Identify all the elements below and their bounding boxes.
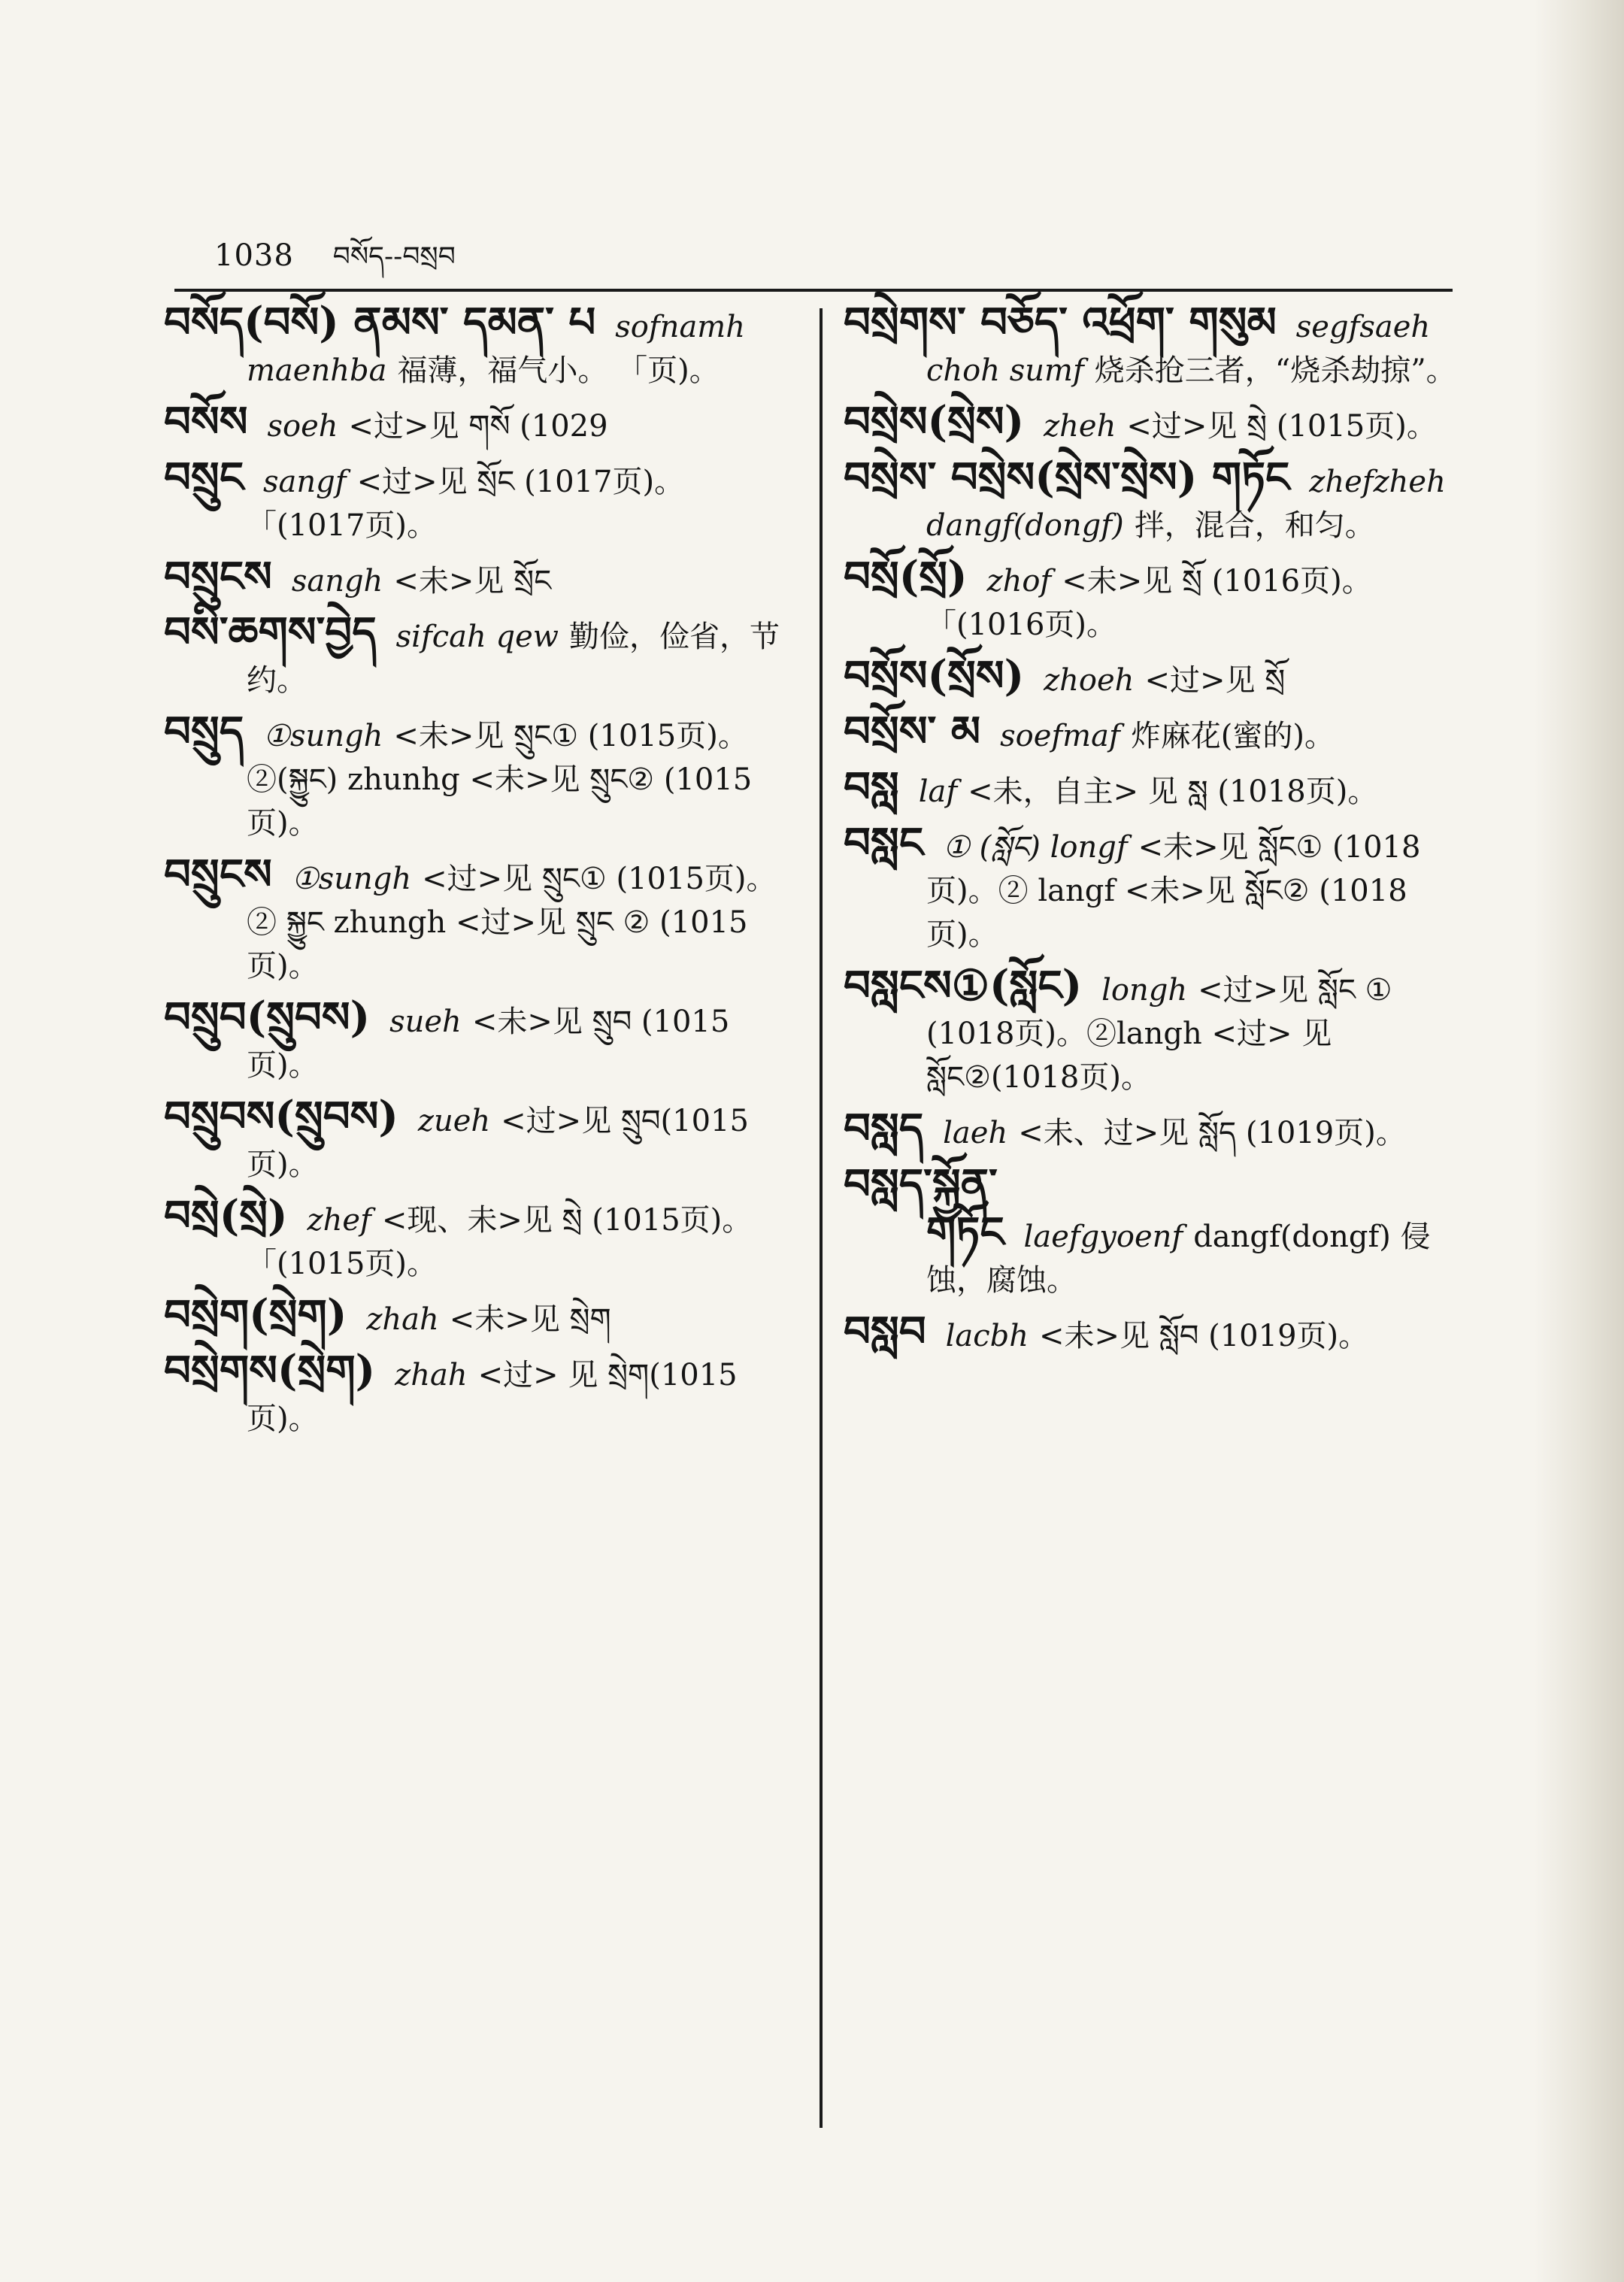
dictionary-entry	[844, 552, 1460, 647]
transliteration: zhof	[986, 564, 1052, 599]
transliteration: zheh	[1044, 409, 1116, 444]
dictionary-entry	[844, 298, 1460, 392]
definition: dangf(dongf) 侵蚀，腐蚀。	[926, 1220, 1431, 1298]
headword: བསྲེག(སྲེག)	[164, 1290, 347, 1340]
transliteration: zhoeh	[1044, 663, 1135, 698]
transliteration: laf	[918, 774, 958, 809]
definition: <过>见 གསོ (1029	[348, 409, 608, 444]
dictionary-entry	[844, 1307, 1460, 1358]
headword: བསྲུབས(སྲུབས)	[164, 1092, 398, 1141]
headword: བསྲོས(སྲོས)	[844, 651, 1025, 701]
headword: བསྲུབ(སྲུབས)	[164, 993, 371, 1042]
headword: བསླང	[844, 818, 924, 868]
right-column	[844, 298, 1460, 1365]
definition: 烧杀抢三者，“烧杀劫掠”。	[1094, 353, 1456, 388]
transliteration: sangf	[263, 465, 347, 499]
headword: བསྲུང	[164, 453, 244, 502]
definition: <未>见 སྲེག	[449, 1302, 611, 1337]
transliteration: zhefzheh dangf(dongf)	[926, 465, 1446, 543]
transliteration: lacbh	[945, 1319, 1029, 1353]
headword: བསྲེགས་ བཅོད་ འཕྲོག་ གསུམ	[844, 298, 1277, 347]
headword: བསླ	[844, 762, 899, 812]
dictionary-entry	[164, 397, 795, 448]
transliteration: sangh	[291, 564, 383, 599]
dictionary-entry	[844, 818, 1460, 956]
dictionary-entry	[164, 993, 795, 1087]
transliteration: zhah	[395, 1358, 468, 1393]
dictionary-entry	[164, 608, 795, 702]
definition: <未>见 སྲོང	[393, 564, 552, 599]
headword: བསྲུངས	[164, 850, 272, 899]
definition: <未>见 སྲུབ (1015页)。	[247, 1005, 730, 1083]
transliteration: zueh	[417, 1104, 491, 1138]
definition: <过>见 སྲུང① (1015页)。② སྐྱུང zhungh <过>见 སྲུང ② (1015页)。	[247, 862, 777, 983]
transliteration: segfsaeh choh sumf	[926, 310, 1431, 388]
definition: <现、未>见 སྲེ (1015页)。 「(1015页)。	[247, 1203, 753, 1281]
dictionary-entry	[164, 298, 795, 392]
dictionary-entry	[844, 961, 1460, 1099]
dictionary-entry	[164, 1092, 795, 1186]
headword: བསྲེས་ བསྲེས(སྲེས་སྲེས) གཏོང	[844, 453, 1290, 502]
running-head: བསོད--བསྲབ	[332, 241, 456, 272]
dictionary-entry	[164, 552, 795, 603]
transliteration: ① (སློང) longf	[943, 830, 1128, 865]
dictionary-entry	[164, 1290, 795, 1341]
headword: བསི་ཆགས་བྱེད	[164, 608, 377, 657]
page-edge-shadow	[1534, 0, 1624, 2282]
transliteration: sifcah qew	[395, 620, 559, 654]
transliteration: sofnamh maenhba	[247, 310, 745, 388]
headword: བསྲེས(སྲེས)	[844, 397, 1025, 447]
dictionary-entry	[844, 453, 1460, 547]
transliteration: soefmaf	[1000, 719, 1120, 753]
definition: 炸麻花(蜜的)。	[1130, 719, 1335, 753]
headword: བསླབ	[844, 1307, 926, 1356]
transliteration: zhah	[366, 1302, 439, 1337]
transliteration: laeh	[943, 1116, 1008, 1150]
headword: བསྲུད	[164, 707, 244, 756]
transliteration: sueh	[389, 1005, 462, 1039]
headword: བསོས	[164, 397, 248, 447]
dictionary-entry	[164, 1191, 795, 1286]
dictionary-entry	[164, 850, 795, 988]
dictionary-entry	[844, 762, 1460, 814]
dictionary-entry	[844, 1159, 1460, 1302]
definition: <过>见 སྲེ (1015页)。	[1126, 409, 1437, 444]
definition: 勤俭，俭省，节约。	[247, 620, 780, 698]
headword: བསྲུངས	[164, 552, 272, 602]
headword: བསྲོས་ མ	[844, 707, 981, 756]
definition: <未>见 སྲོ (1016页)。 「(1016页)。	[926, 564, 1372, 642]
headword: བསྲེགས(སྲེག)	[164, 1346, 376, 1396]
dictionary-entry	[844, 397, 1460, 448]
header-rule	[174, 289, 1453, 292]
left-column	[164, 298, 795, 1448]
definition: <过>见 སྲོང (1017页)。 「(1017页)。	[247, 465, 685, 543]
definition: <未>见 སློབ (1019页)。	[1039, 1319, 1369, 1353]
transliteration: longh	[1101, 973, 1188, 1008]
dictionary-entry	[164, 707, 795, 845]
column-divider	[820, 308, 823, 2128]
transliteration: soeh	[267, 409, 338, 444]
definition: <过>见 སློང ① (1018页)。②langh <过> 见 སློང②(1018页)。	[926, 973, 1392, 1095]
dictionary-entry	[844, 707, 1460, 758]
headword: བསོད(བསོ) ནམས་ དམན་ པ	[164, 298, 596, 347]
transliteration: laefgyoenf	[1023, 1220, 1183, 1254]
headword: བསྲོ(སྲོ)	[844, 552, 968, 602]
definition: <未>见 སློང① (1018页)。② langf <未>见 སློང② (1018页)。	[926, 830, 1421, 952]
dictionary-entry	[844, 651, 1460, 702]
definition: <未，自主> 见 སླ (1018页)。	[968, 774, 1378, 809]
definition: 拌，混合，和匀。	[1134, 508, 1375, 543]
dictionary-entry	[844, 1104, 1460, 1155]
headword: བསླད	[844, 1104, 924, 1153]
definition: <未、过>见 སློད (1019页)。	[1018, 1116, 1406, 1150]
definition: 福薄，福气小。 「页)。	[397, 353, 720, 388]
headword: བསླངས①(སློང)	[844, 961, 1083, 1011]
definition: <过> 见 སྲེག(1015页)。	[247, 1358, 738, 1436]
definition: <过>见 སྲུབ(1015页)。	[247, 1104, 749, 1182]
definition: <未>见 སྲུང① (1015页)。②(སྐྱུང) zhunhg <未>见 སྲུང② (1015页)。	[247, 719, 753, 841]
dictionary-entry	[164, 453, 795, 547]
transliteration: zhef	[307, 1203, 371, 1238]
headword: བསྲེ(སྲེ)	[164, 1191, 288, 1241]
transliteration: ①sungh	[263, 719, 383, 753]
page-number: 1038	[214, 238, 294, 273]
transliteration: ①sungh	[291, 862, 412, 896]
headword: བསླད་སྐྱོན་གཏོང	[844, 1159, 1004, 1257]
dictionary-entry	[164, 1346, 795, 1441]
definition: <过>见 སྲོ	[1144, 663, 1286, 698]
